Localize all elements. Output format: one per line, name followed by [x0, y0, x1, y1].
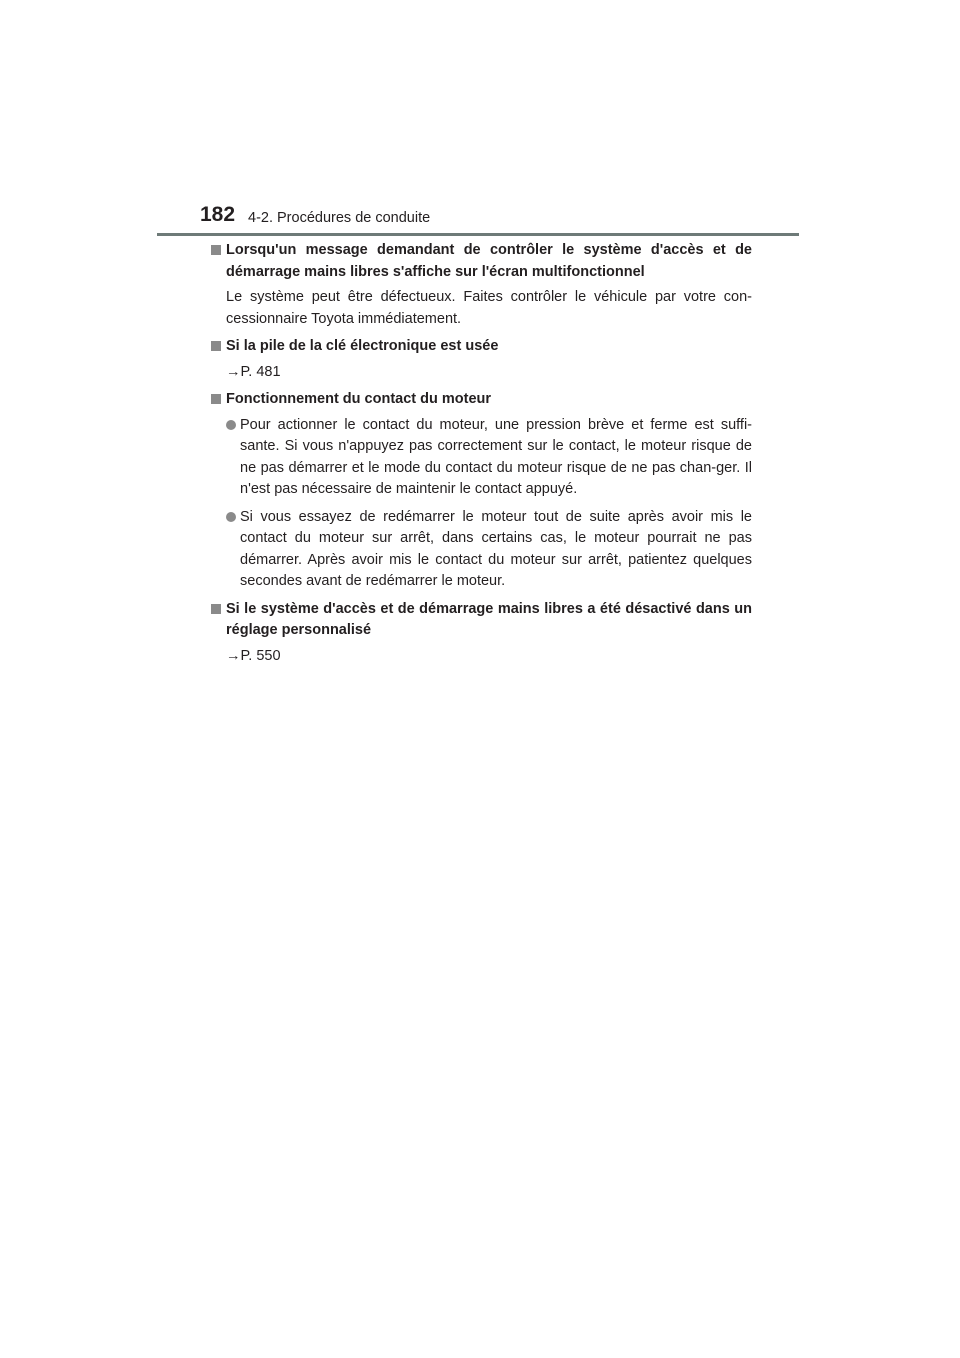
- list-item: Si vous essayez de redémarrer le moteur tout de suite après avoir mis le contact du moteur sur arrêt, dans certains cas, le moteur pourrait ne pas démarrer. Après avoir mis le contact du moteur sur arrêt, patientez quelques secondes avant de redémarrer le moteur.: [210, 507, 752, 593]
- page-reference-link[interactable]: →P. 550: [226, 647, 281, 664]
- section-heading: Si le système d'accès et de démarrage mains libres a été désactivé dans un réglage personnalisé: [210, 599, 752, 642]
- circle-bullet-icon: [226, 512, 236, 522]
- square-bullet-icon: [211, 394, 221, 404]
- section-battery-depleted: [210, 336, 752, 383]
- section-heading: Fonctionnement du contact du moteur: [210, 389, 752, 411]
- section-engine-switch: [210, 389, 752, 593]
- page-number: 182: [200, 203, 236, 226]
- header-divider: [157, 233, 799, 236]
- page-header: [200, 203, 800, 233]
- square-bullet-icon: [211, 604, 221, 614]
- section-system-deactivated: [210, 599, 752, 668]
- section-body: Le système peut être défectueux. Faites contrôler le véhicule par votre con-cessionnaire Toyota immédiatement.: [226, 289, 752, 327]
- manual-content: [210, 240, 752, 667]
- chapter-title: 4-2. Procédures de conduite: [248, 210, 431, 226]
- square-bullet-icon: [211, 245, 221, 255]
- page-reference-link[interactable]: →P. 481: [226, 363, 281, 380]
- list-item: Pour actionner le contact du moteur, une pression brève et ferme est suffi-sante. Si vous n'appuyez pas correctement sur le contact, le moteur risque de ne pas démarrer et le mode du contact du moteur risque de ne pas chan-ger. Il n'est pas nécessaire de maintenir le contact appuyé.: [210, 415, 752, 501]
- square-bullet-icon: [211, 341, 221, 351]
- circle-bullet-icon: [226, 420, 236, 430]
- section-heading: Si la pile de la clé électronique est usée: [210, 336, 752, 358]
- section-smart-key-warning: [210, 240, 752, 330]
- section-heading: Lorsqu'un message demandant de contrôler le système d'accès et de démarrage mains libres s'affiche sur l'écran multifonctionnel: [210, 240, 752, 283]
